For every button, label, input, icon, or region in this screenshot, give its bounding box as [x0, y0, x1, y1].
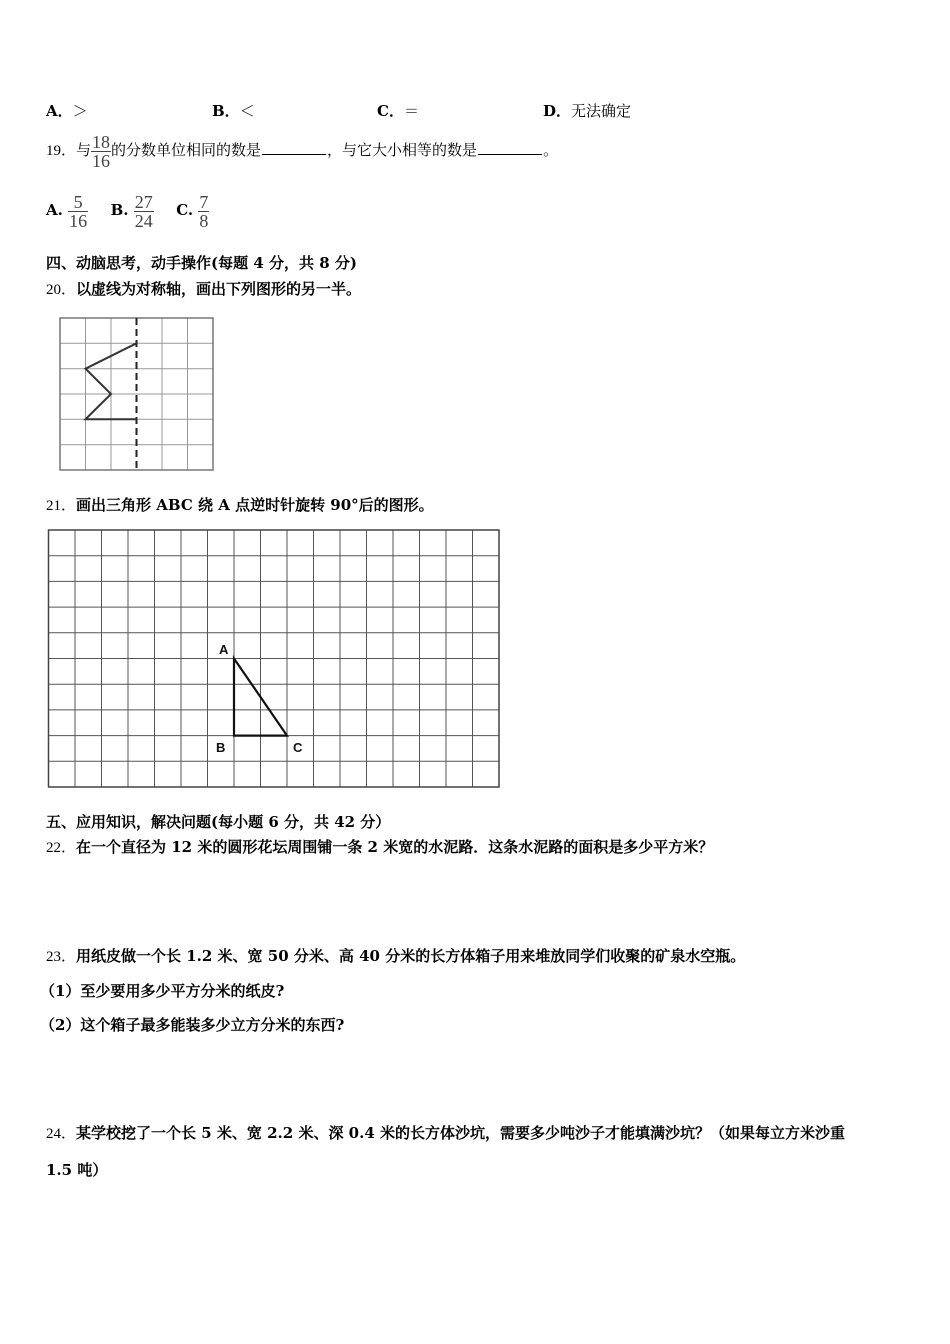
q19-text-2: ，与它大小相等的数是 [327, 141, 478, 159]
q21-grid-lines [49, 530, 500, 787]
q19-option-a-numerator: 5 [73, 191, 83, 212]
q18-option-a-value: ＞ [72, 102, 88, 120]
q18-option-c-label: C． [377, 102, 404, 120]
q22-stem [46, 840, 713, 856]
q19-prefix: 与 [76, 141, 92, 159]
q19-options [46, 190, 209, 230]
q19-option-a-label: A. [46, 201, 63, 219]
q18-option-a [46, 104, 88, 119]
q18-option-a-label: A． [46, 102, 73, 120]
q19-fraction [91, 133, 111, 170]
q18-option-d [543, 104, 631, 119]
q19-end: 。 [543, 141, 559, 159]
vertex-a-label: A [219, 642, 229, 657]
vertex-b-label: B [216, 740, 226, 755]
q18-option-d-value: 无法确定 [571, 102, 632, 120]
q23-stem [46, 949, 745, 965]
q19-option-a-fraction [68, 193, 88, 230]
q19-number: 19． [46, 143, 77, 159]
q19-option-b-fraction [134, 193, 154, 230]
q20-text: 以虚线为对称轴，画出下列图形的另一半。 [76, 280, 362, 298]
q18-option-c-value: ＝ [403, 102, 419, 120]
q19-option-a-denominator: 16 [69, 210, 88, 231]
q21-text: 画出三角形 ABC 绕 A 点逆时针旋转 90°后的图形。 [76, 496, 434, 514]
q19-blank-1[interactable] [262, 141, 326, 155]
q20-number: 20． [46, 282, 77, 298]
q20-stem [46, 282, 361, 298]
q23-sub-question-1: （1）至少要用多少平方分米的纸皮? [40, 982, 285, 1000]
q18-option-b-value: ＜ [239, 102, 255, 120]
q21-number: 21． [46, 498, 77, 514]
q19-option-c-fraction [198, 193, 209, 230]
q21-stem [46, 498, 434, 514]
q18-option-d-label: D． [543, 102, 572, 120]
q23-text: 用纸皮做一个长 1.2 米、宽 50 分米、高 40 分米的长方体箱子用来堆放同学们收聚的矿泉水空瓶。 [76, 947, 746, 965]
q23-number: 23． [46, 949, 77, 965]
q19-option-c-label: C. [176, 201, 194, 219]
q18-option-b-label: B． [212, 102, 240, 120]
q21-rotation-grid [46, 527, 504, 791]
q24-number: 24． [46, 1126, 77, 1142]
q24-text-line-2: 1.5 吨） [46, 1161, 108, 1179]
q19-fraction-denominator: 16 [92, 150, 111, 171]
section-4-title: 四、动脑思考，动手操作(每题 4 分，共 8 分) [46, 254, 357, 272]
q19-option-c-numerator: 7 [199, 191, 209, 212]
q18-option-c [377, 104, 419, 119]
q20-symmetry-grid [58, 316, 216, 474]
vertex-c-label: C [293, 740, 303, 755]
q19-blank-2[interactable] [478, 141, 542, 155]
q19-fraction-numerator: 18 [92, 131, 111, 152]
q19-option-c-denominator: 8 [199, 210, 209, 231]
q19-text-1: 的分数单位相同的数是 [111, 141, 262, 159]
section-5-title: 五、应用知识，解决问题(每小题 6 分，共 42 分） [46, 813, 391, 831]
q19-option-b-numerator: 27 [134, 191, 153, 212]
q24-stem [46, 1126, 845, 1142]
q22-number: 22． [46, 840, 77, 856]
q19-stem [46, 130, 558, 171]
q23-sub-question-2: （2）这个箱子最多能装多少立方分米的东西? [40, 1016, 345, 1034]
q19-option-b-denominator: 24 [134, 210, 153, 231]
q24-text-line-1: 某学校挖了一个长 5 米、宽 2.2 米、深 0.4 米的长方体沙坑，需要多少吨沙子才能填满沙坑？（如果每立方米沙重 [76, 1124, 845, 1142]
q19-option-b-label: B. [110, 201, 129, 219]
q18-option-b [212, 104, 255, 119]
q22-text: 在一个直径为 12 米的圆形花坛周围铺一条 2 米宽的水泥路．这条水泥路的面积是多少平方米？ [76, 838, 714, 856]
